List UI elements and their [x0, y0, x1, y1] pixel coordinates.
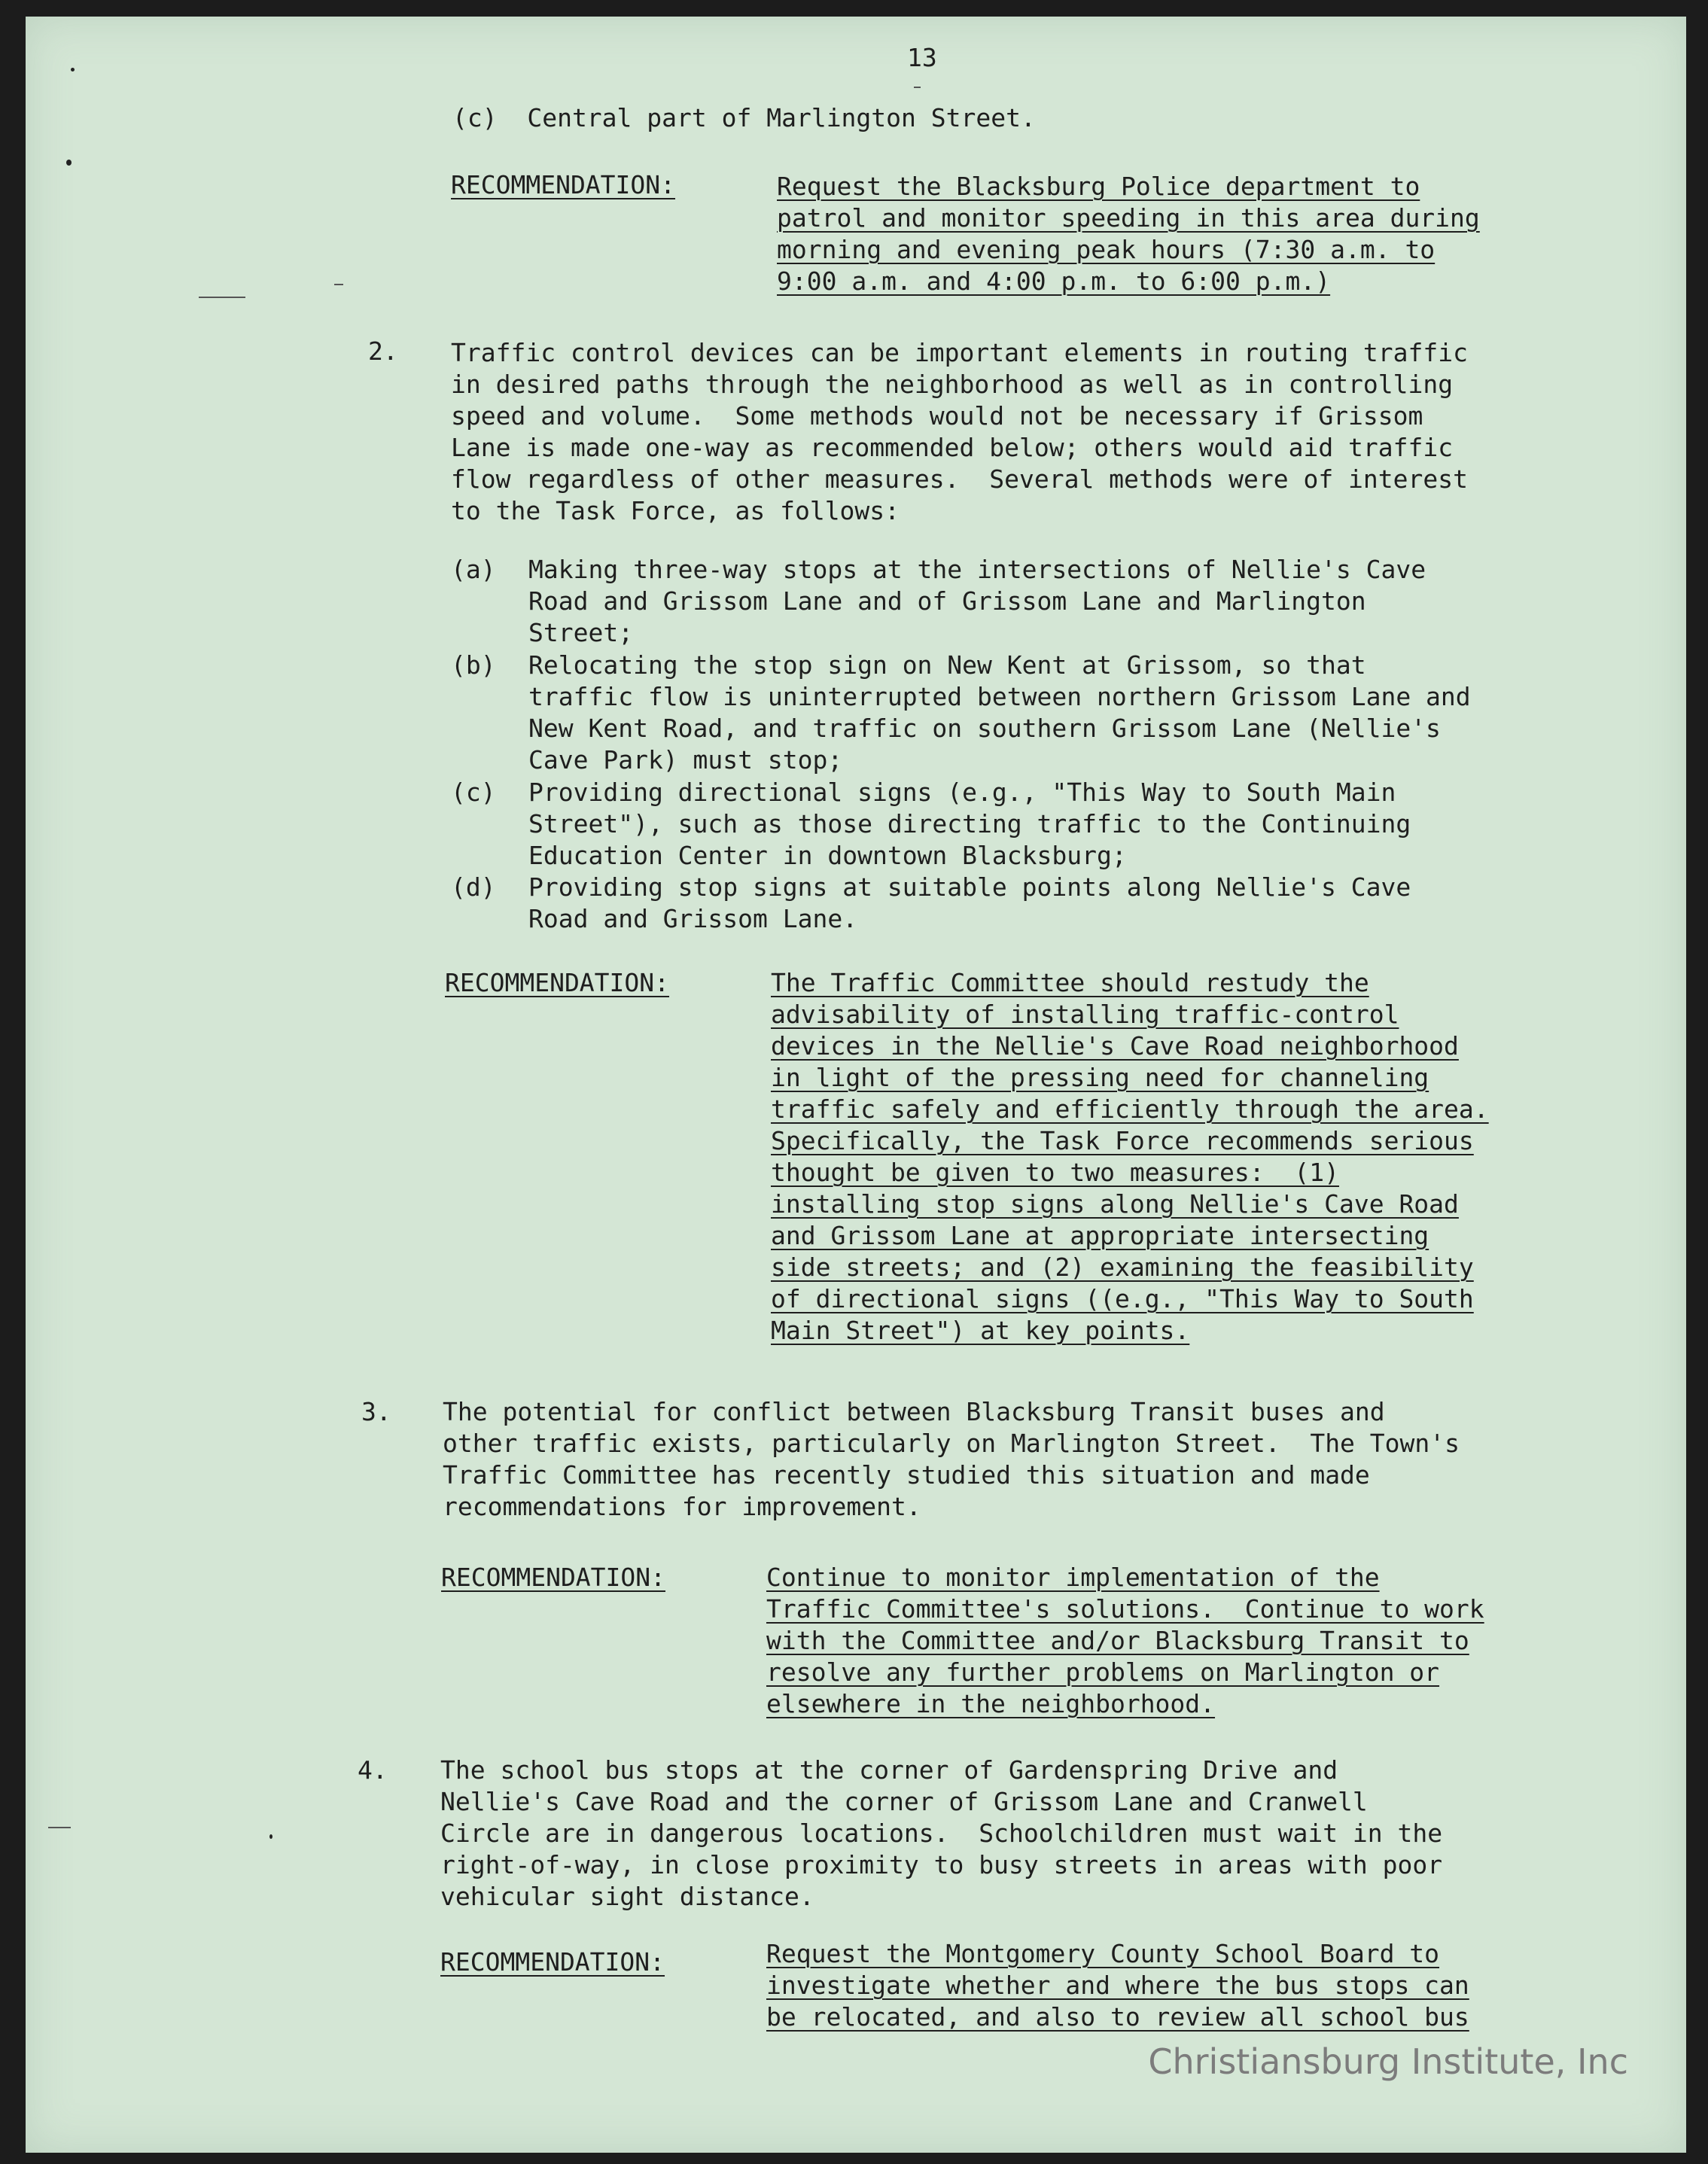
paragraph-line: Nellie's Cave Road and the corner of Grissom Lane and Cranwell	[440, 1787, 1368, 1816]
list-item-line: Education Center in downtown Blacksburg;	[528, 841, 1127, 870]
list-item	[528, 872, 1411, 935]
rec-line: investigate whether and where the bus stops can	[766, 1971, 1469, 2000]
rec-line: Main Street") at key points.	[771, 1316, 1190, 1345]
paragraph-line: flow regardless of other measures. Several methods were of interest	[451, 464, 1469, 494]
rec-line: of directional signs ((e.g., "This Way to South	[771, 1284, 1474, 1313]
rec-line: side streets; and (2) examining the feasibility	[771, 1252, 1474, 1282]
paragraph-line: right-of-way, in close proximity to busy streets in areas with poor	[440, 1850, 1443, 1879]
watermark: Christiansburg Institute, Inc	[1148, 2041, 1628, 2082]
margin-mark	[48, 1827, 71, 1828]
list-item-line: Making three-way stops at the intersections of Nellie's Cave	[528, 555, 1426, 584]
margin-mark	[199, 297, 245, 298]
list-item-line: Relocating the stop sign on New Kent at Grissom, so that	[528, 650, 1366, 680]
rec-line: Specifically, the Task Force recommends serious	[771, 1126, 1474, 1155]
paragraph-line: to the Task Force, as follows:	[451, 496, 900, 525]
list-item-line: Providing directional signs (e.g., "This Way to South Main	[528, 778, 1396, 807]
list-item-line: Street"), such as those directing traffic to the Continuing	[528, 809, 1411, 839]
item-c-marlington: (c) Central part of Marlington Street.	[452, 103, 1036, 132]
margin-mark	[334, 284, 343, 285]
rec-line: in light of the pressing need for channeling	[771, 1063, 1429, 1092]
list-item-line: Road and Grissom Lane.	[528, 904, 858, 933]
paragraph-line: recommendations for improvement.	[443, 1492, 921, 1521]
list-item-label: (b)	[451, 650, 496, 680]
margin-speck	[71, 68, 75, 72]
rec-line: Continue to monitor implementation of the	[766, 1563, 1380, 1592]
list-item-line: Providing stop signs at suitable points along Nellie's Cave	[528, 872, 1411, 902]
rec-line: devices in the Nellie's Cave Road neighborhood	[771, 1031, 1459, 1061]
paragraph-line: Circle are in dangerous locations. Schoolchildren must wait in the	[440, 1819, 1443, 1848]
recommendation-text	[777, 171, 1480, 297]
page-number: 13	[907, 43, 937, 72]
list-item-line: traffic flow is uninterrupted between northern Grissom Lane and	[528, 682, 1471, 711]
rec-line: with the Committee and/or Blacksburg Transit to	[766, 1626, 1469, 1655]
recommendation-label: RECOMMENDATION:	[440, 1947, 665, 1977]
recommendation-text	[766, 1938, 1469, 2033]
margin-speck	[269, 1834, 272, 1839]
list-item-label: (c)	[451, 778, 496, 807]
rec-line: 9:00 a.m. and 4:00 p.m. to 6:00 p.m.)	[777, 266, 1331, 296]
recommendation-label: RECOMMENDATION:	[441, 1563, 666, 1592]
rec-line: traffic safely and efficiently through the area.	[771, 1094, 1489, 1124]
list-item	[528, 777, 1411, 872]
recommendation-text	[771, 967, 1489, 1347]
rec-line: Request the Blacksburg Police department to	[777, 172, 1420, 201]
page-number-mark	[914, 87, 921, 88]
recommendation-label: RECOMMENDATION:	[451, 170, 676, 199]
section-number: 2.	[368, 336, 398, 366]
list-item-line: Road and Grissom Lane and of Grissom Lane and Marlington	[528, 586, 1366, 616]
list-item-label: (a)	[451, 555, 496, 584]
rec-line: The Traffic Committee should restudy the	[771, 968, 1369, 997]
paragraph-line: vehicular sight distance.	[440, 1882, 814, 1911]
paragraph-line: Lane is made one-way as recommended below; others would aid traffic	[451, 433, 1454, 462]
rec-line: Traffic Committee's solutions. Continue to work	[766, 1594, 1484, 1624]
section-paragraph	[443, 1396, 1460, 1523]
paragraph-line: speed and volume. Some methods would not be necessary if Grissom	[451, 401, 1423, 431]
recommendation-text	[766, 1562, 1484, 1720]
paragraph-line: in desired paths through the neighborhood as well as in controlling	[451, 370, 1454, 399]
section-number: 4.	[358, 1755, 388, 1785]
list-item-line: New Kent Road, and traffic on southern Grissom Lane (Nellie's	[528, 714, 1441, 743]
rec-line: morning and evening peak hours (7:30 a.m. to	[777, 235, 1436, 264]
rec-line: advisability of installing traffic-control	[771, 1000, 1399, 1029]
rec-line: and Grissom Lane at appropriate intersecting	[771, 1221, 1429, 1250]
list-item-label: (d)	[451, 872, 496, 902]
document-page	[26, 17, 1686, 2153]
rec-line: patrol and monitor speeding in this area during	[777, 203, 1480, 233]
rec-line: be relocated, and also to review all school bus	[766, 2002, 1469, 2032]
list-item-line: Cave Park) must stop;	[528, 745, 843, 775]
rec-line: resolve any further problems on Marlington or	[766, 1657, 1440, 1687]
section-number: 3.	[361, 1397, 391, 1426]
margin-speck	[66, 160, 72, 166]
paragraph-line: other traffic exists, particularly on Marlington Street. The Town's	[443, 1429, 1460, 1458]
rec-line: elsewhere in the neighborhood.	[766, 1689, 1216, 1718]
rec-line: installing stop signs along Nellie's Cave Road	[771, 1189, 1459, 1219]
section-paragraph	[440, 1755, 1442, 1913]
section-paragraph	[451, 337, 1468, 527]
list-item-line: Street;	[528, 618, 634, 647]
paragraph-line: Traffic Committee has recently studied this situation and made	[443, 1460, 1370, 1490]
paragraph-line: The school bus stops at the corner of Gardenspring Drive and	[440, 1755, 1338, 1785]
recommendation-label: RECOMMENDATION:	[445, 968, 670, 997]
rec-line: thought be given to two measures: (1)	[771, 1158, 1339, 1187]
list-item	[528, 554, 1426, 649]
paragraph-line: Traffic control devices can be important elements in routing traffic	[451, 338, 1469, 367]
paragraph-line: The potential for conflict between Blacksburg Transit buses and	[443, 1397, 1385, 1426]
rec-line: Request the Montgomery County School Board to	[766, 1939, 1440, 1968]
list-item	[528, 650, 1471, 776]
